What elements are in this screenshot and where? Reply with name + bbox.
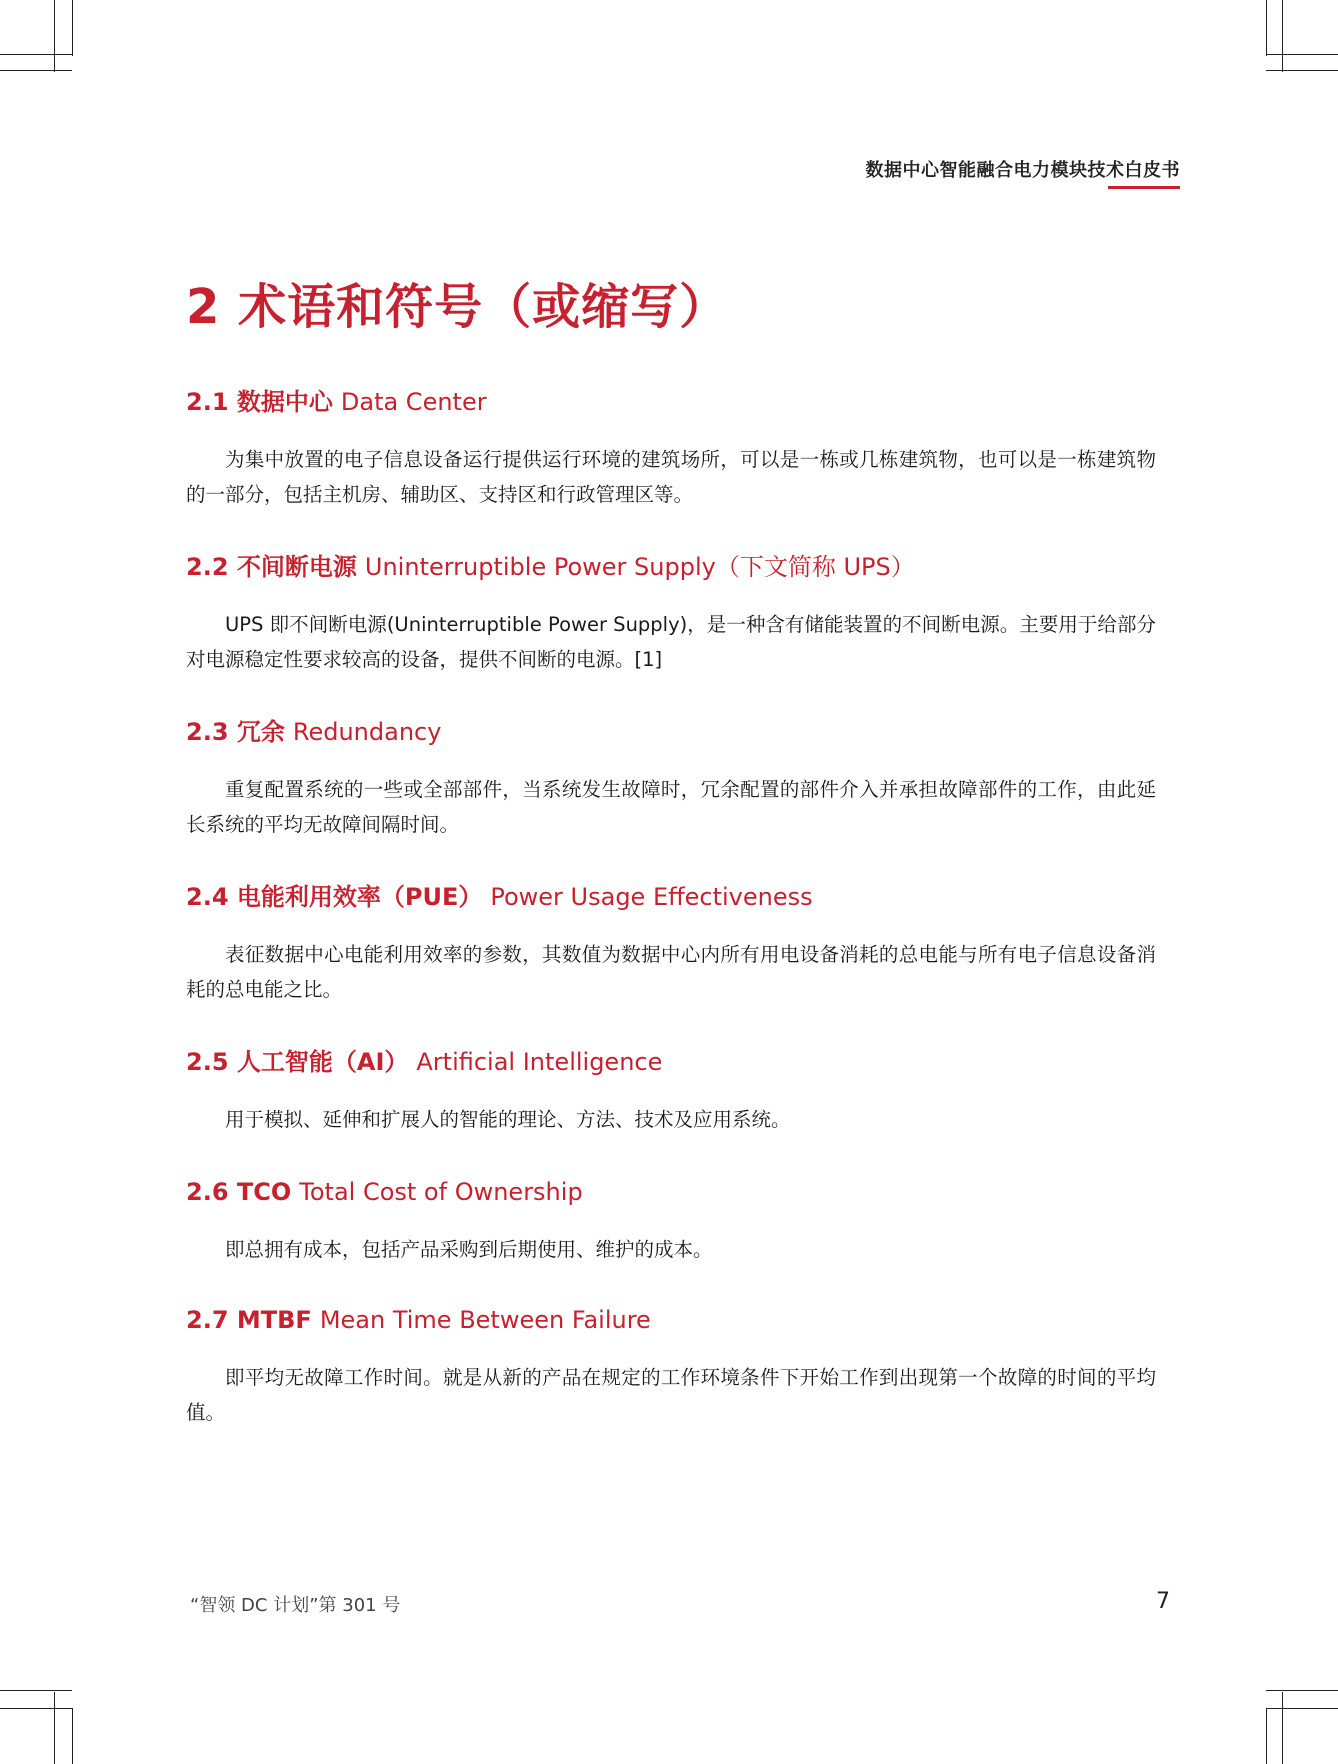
section-heading: [186, 382, 1156, 422]
content-area: [186, 382, 1156, 1465]
section-heading-number-title: 2.2 不间断电源: [186, 553, 357, 581]
section-heading-english: Power Usage Effectiveness: [490, 883, 813, 911]
section-heading-number-title: 2.7 MTBF: [186, 1306, 312, 1334]
section-body: 即平均无故障工作时间。就是从新的产品在规定的工作环境条件下开始工作到出现第一个故障的时间的平均值。: [186, 1366, 1156, 1424]
section-ups: [186, 547, 1156, 712]
section-heading-english: Mean Time Between Failure: [319, 1306, 651, 1334]
running-header-title: 数据中心智能融合电力模块技术白皮书: [865, 160, 1180, 181]
chapter-title: 2 术语和符号（或缩写）: [186, 279, 729, 335]
section-heading: [186, 877, 1156, 917]
section-body: 重复配置系统的一些或全部部件，当系统发生故障时，冗余配置的部件介入并承担故障部件的工作，由此延长系统的平均无故障间隔时间。: [186, 778, 1156, 836]
section-heading: [186, 1172, 1156, 1212]
page-number: 7: [1156, 1589, 1170, 1614]
section-heading-number-title: 2.5 人工智能（AI）: [186, 1048, 409, 1076]
section-redundancy: [186, 712, 1156, 877]
section-body: 用于模拟、延伸和扩展人的智能的理论、方法、技术及应用系统。: [225, 1108, 791, 1131]
section-heading: [186, 1042, 1156, 1082]
section-mtbf: [186, 1300, 1156, 1465]
section-heading-english: Artificial Intelligence: [416, 1048, 663, 1076]
section-heading-english: Uninterruptible Power Supply（下文简称 UPS）: [364, 553, 915, 581]
section-data-center: [186, 382, 1156, 547]
section-heading-english: Data Center: [340, 388, 487, 416]
section-heading: [186, 547, 1156, 587]
section-heading: [186, 1300, 1156, 1340]
header-rule: [1108, 186, 1180, 189]
section-heading-english: Redundancy: [292, 718, 442, 746]
section-body: 为集中放置的电子信息设备运行提供运行环境的建筑场所，可以是一栋或几栋建筑物，也可以是一栋建筑物的一部分，包括主机房、辅助区、支持区和行政管理区等。: [186, 448, 1156, 506]
section-heading-number-title: 2.3 冗余: [186, 718, 285, 746]
section-tco: [186, 1172, 1156, 1300]
section-heading-english: Total Cost of Ownership: [299, 1178, 583, 1206]
section-body: 表征数据中心电能利用效率的参数，其数值为数据中心内所有用电设备消耗的总电能与所有电子信息设备消耗的总电能之比。: [186, 943, 1156, 1001]
section-body: 即总拥有成本，包括产品采购到后期使用、维护的成本。: [225, 1238, 713, 1261]
footer-issue: “智领 DC 计划”第 301 号: [190, 1595, 401, 1616]
section-heading-number-title: 2.1 数据中心: [186, 388, 333, 416]
section-body: UPS 即不间断电源(Uninterruptible Power Supply)，是一种含有储能装置的不间断电源。主要用于给部分对电源稳定性要求较高的设备，提供不间断的电源。[1]: [186, 613, 1156, 671]
section-ai: [186, 1042, 1156, 1172]
section-heading-number-title: 2.6 TCO: [186, 1178, 292, 1206]
section-pue: [186, 877, 1156, 1042]
section-heading-number-title: 2.4 电能利用效率（PUE）: [186, 883, 483, 911]
section-heading: [186, 712, 1156, 752]
